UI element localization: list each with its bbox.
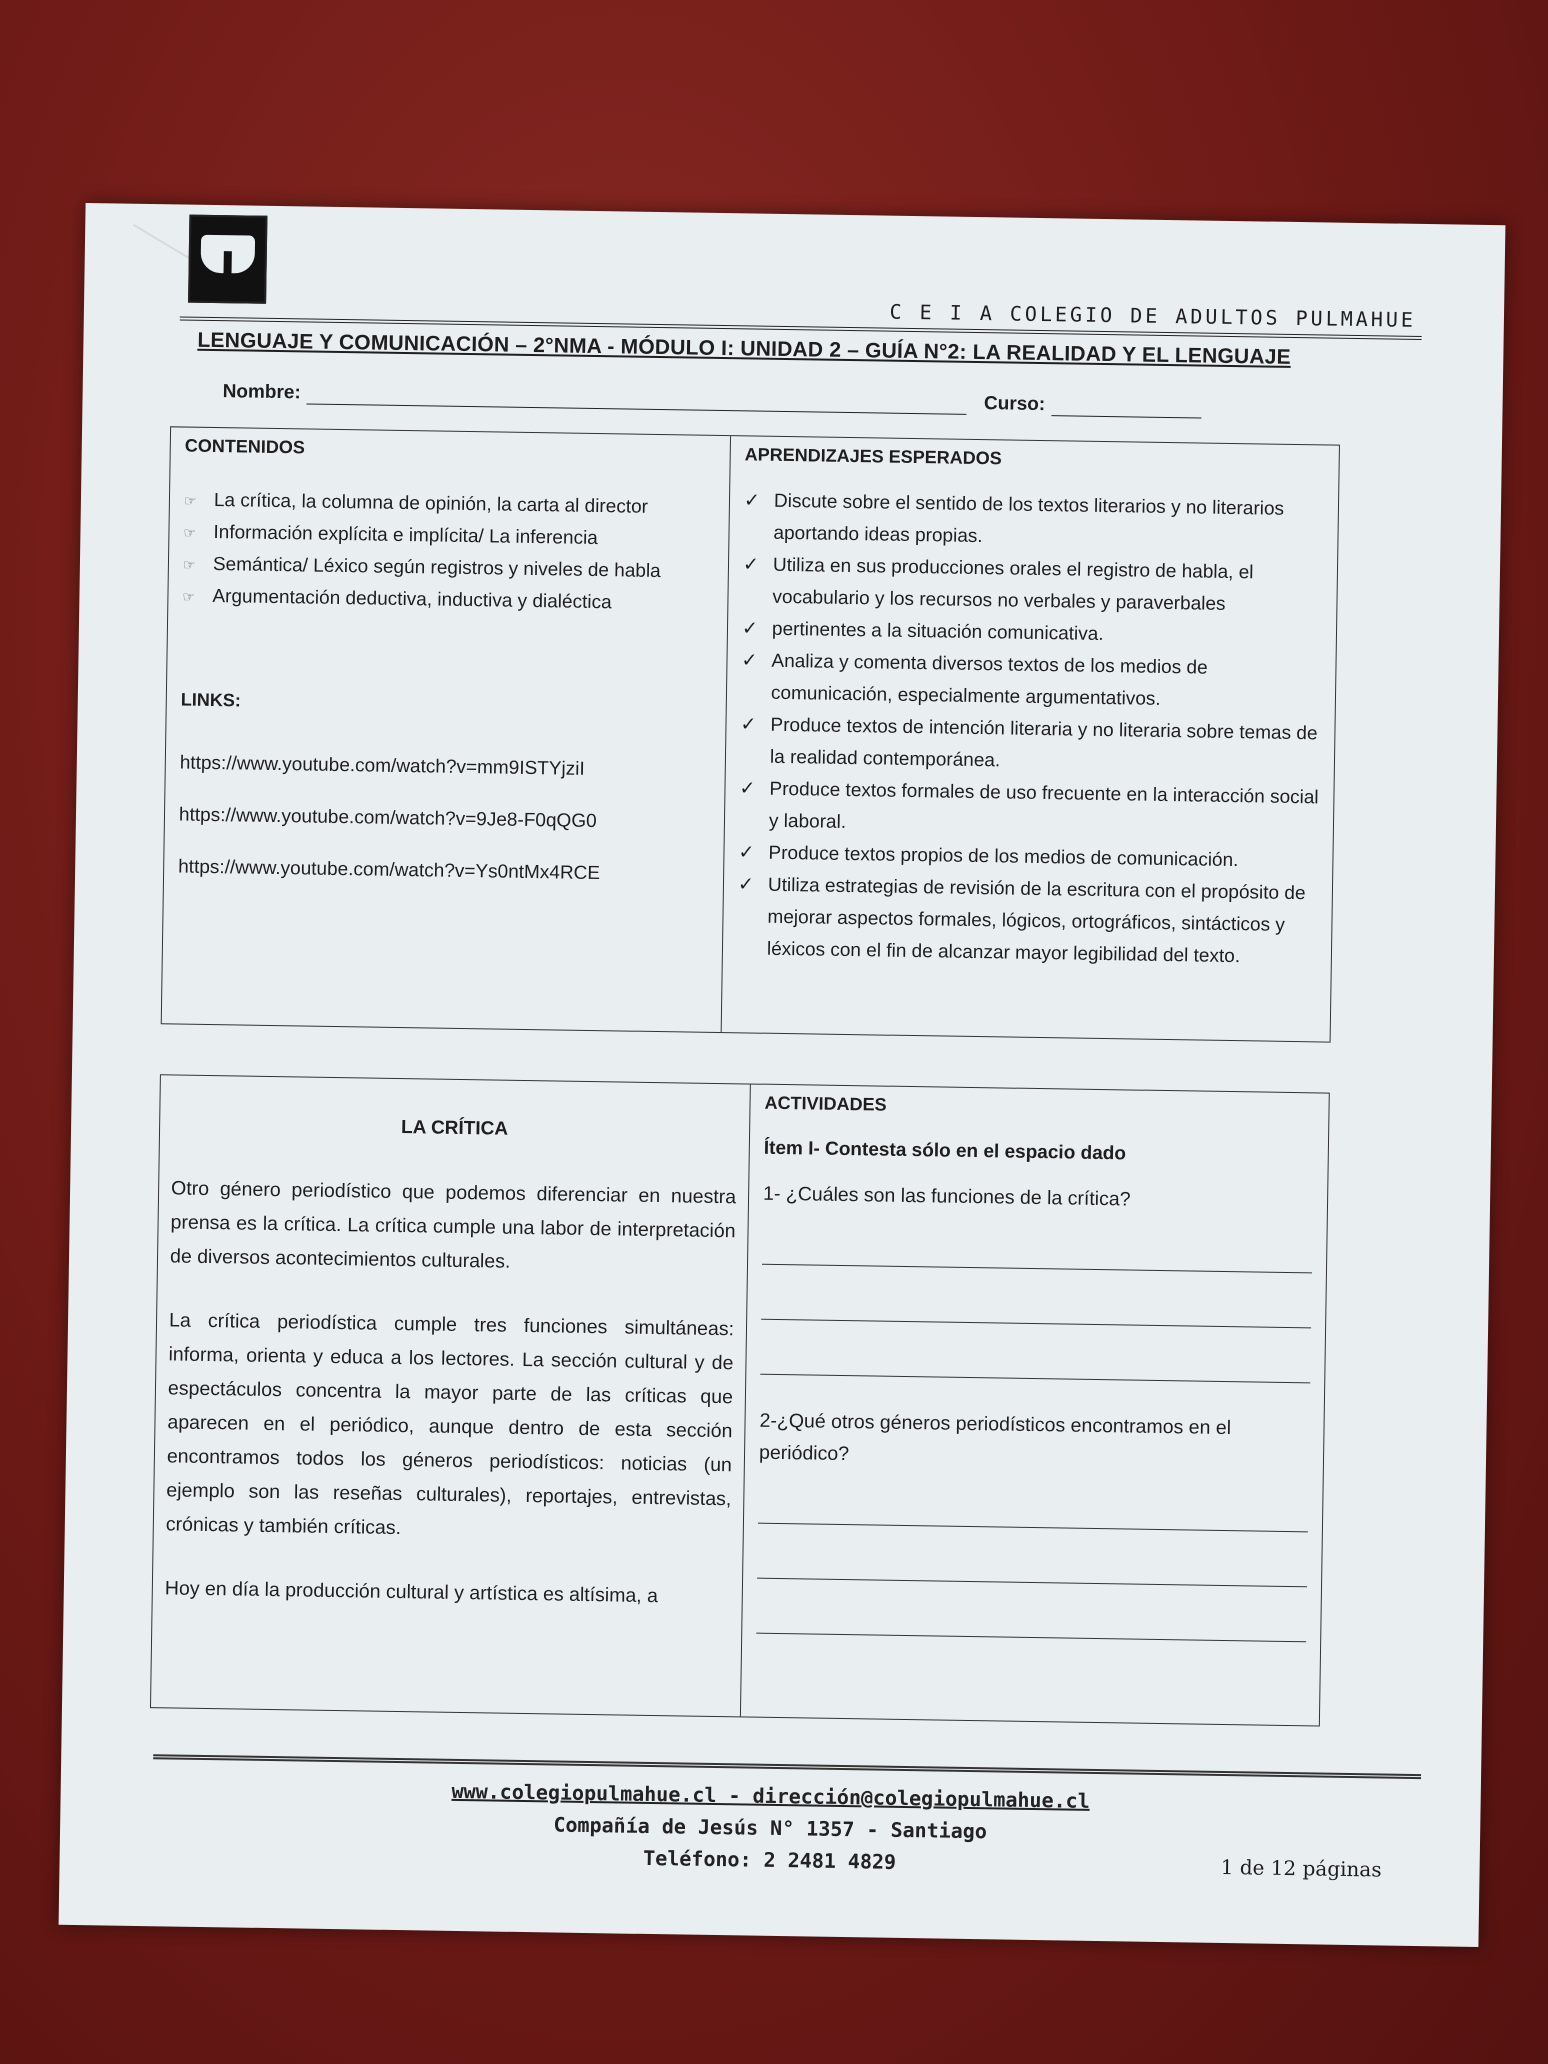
list-item: ✓ Utiliza en sus producciones orales el registro de habla, el vocabulario y los recursos no verbales y paraverbales	[742, 549, 1323, 622]
list-item: ✓ Discute sobre el sentido de los textos literarios y no literarios aportando ideas propias.	[743, 485, 1324, 558]
answer-line[interactable]	[757, 1524, 1308, 1588]
links-list	[178, 738, 602, 901]
youtube-link[interactable]: https://www.youtube.com/watch?v=Ys0ntMx4RCE	[178, 856, 601, 885]
aprendizajes-column	[722, 436, 1339, 1041]
nombre-label: Nombre:	[222, 381, 301, 404]
answer-line[interactable]	[756, 1579, 1307, 1643]
checkmark-icon: ✓	[737, 874, 755, 896]
answer-line[interactable]	[758, 1469, 1309, 1533]
contenidos-column	[162, 427, 731, 1032]
contenidos-aprendizajes-table	[161, 426, 1340, 1042]
page-title: LENGUAJE Y COMUNICACIÓN – 2°NMA - MÓDULO I: UNIDAD 2 – GUÍA N°2: LA REALIDAD Y EL LENGUAJE	[197, 328, 1291, 369]
links-heading: LINKS:	[180, 689, 241, 711]
school-logo	[188, 215, 267, 304]
checkmark-icon: ✓	[741, 650, 758, 672]
pointing-hand-icon: ☞	[183, 524, 197, 541]
list-item: ☞ Argumentación deductiva, inductiva y dialéctica	[182, 581, 713, 621]
list-item: ✓ Utiliza estrategias de revisión de la escritura con el propósito de mejorar aspectos formales, lógicos, ortográficos, sintácticos y léxicos con el fin de alcanzar mayor legibilidad del texto.	[737, 869, 1318, 974]
actividades-heading: ACTIVIDADES	[764, 1092, 887, 1115]
critica-paragraph: Otro género periodístico que podemos diferenciar en nuestra prensa es la crítica. La crítica cumple una labor de interpretación de diversos acontecimientos culturales.	[169, 1177, 737, 1273]
list-item: ☞ Semántica/ Léxico según registros y niveles de habla	[183, 549, 714, 589]
aprendizajes-heading: APRENDIZAJES ESPERADOS	[744, 444, 1002, 469]
list-item: ✓ Produce textos formales de uso frecuente en la interacción social y laboral.	[739, 773, 1320, 846]
list-item: ☞ Información explícita e implícita/ La inferencia	[183, 517, 714, 557]
question-1: 1- ¿Cuáles son las funciones de la crítica?	[762, 1182, 1131, 1211]
page-counter: 1 de 12 páginas	[1220, 1854, 1382, 1882]
youtube-link[interactable]: https://www.youtube.com/watch?v=9Je8-F0qQG0	[178, 804, 597, 833]
footer-phone: Teléfono: 2 2481 4829	[643, 1845, 897, 1874]
youtube-link[interactable]: https://www.youtube.com/watch?v=mm9ISTYjziI	[179, 752, 585, 780]
list-item: ✓ Produce textos propios de los medios de comunicación.	[738, 837, 1318, 878]
footer-address: Compañía de Jesús N° 1357 - Santiago	[553, 1812, 988, 1844]
list-item: ✓ Analiza y comenta diversos textos de los medios de comunicación, especialmente argumentativos.	[741, 645, 1322, 718]
checkmark-icon: ✓	[738, 842, 755, 864]
pointing-hand-icon: ☞	[182, 556, 196, 573]
answer-line[interactable]	[761, 1265, 1312, 1329]
item-heading: Ítem I- Contesta sólo en el espacio dado	[763, 1137, 1127, 1165]
critica-paragraph: Hoy en día la producción cultural y artística es altísima, a	[164, 1577, 659, 1608]
pointing-hand-icon: ☞	[183, 492, 197, 509]
actividades-column	[741, 1085, 1329, 1726]
list-item: ✓ Produce textos de intención literaria y no literaria sobre temas de la realidad contemporánea.	[740, 709, 1321, 782]
answer-line[interactable]	[760, 1320, 1311, 1384]
aprendizajes-list	[737, 485, 1324, 974]
footer-web[interactable]: www.colegiopulmahue.cl - dirección@colegiopulmahue.cl	[451, 1778, 1090, 1813]
curso-label: Curso:	[983, 393, 1046, 416]
checkmark-icon: ✓	[743, 490, 761, 512]
critica-actividades-table	[150, 1074, 1330, 1726]
critica-paragraph: La crítica periodística cumple tres funciones simultáneas: informa, orienta y educa a los lectores. La sección cultural y de espectáculos concentra la mayor parte de las críticas que aparecen en el periódico, aunque dentro de esta sección encontramos todos los géneros periodísticos: noticias (un ejemplo son las reseñas culturales), reportajes, entrevistas, crónicas y también críticas.	[165, 1309, 735, 1540]
list-item: ✓ pertinentes a la situación comunicativa.	[742, 613, 1322, 654]
checkmark-icon: ✓	[740, 714, 757, 736]
name-row	[222, 381, 1201, 418]
checkmark-icon: ✓	[739, 778, 756, 800]
list-item: ☞ La crítica, la columna de opinión, la carta al director	[184, 485, 715, 525]
critica-column	[151, 1075, 751, 1716]
question-2: 2-¿Qué otros géneros periodísticos encontramos en el periódico?	[758, 1409, 1232, 1466]
checkmark-icon: ✓	[741, 618, 759, 640]
critica-title: LA CRÍTICA	[400, 1117, 509, 1140]
answer-line[interactable]	[762, 1210, 1313, 1274]
checkmark-icon: ✓	[742, 554, 760, 576]
worksheet-page	[59, 203, 1506, 1947]
curso-field[interactable]	[1051, 397, 1201, 418]
contenidos-heading: CONTENIDOS	[184, 435, 305, 458]
contenidos-list	[182, 485, 715, 621]
pointing-hand-icon: ☞	[182, 588, 196, 605]
school-name: C E I A COLEGIO DE ADULTOS PULMAHUE	[889, 299, 1417, 332]
nombre-field[interactable]	[307, 385, 967, 414]
